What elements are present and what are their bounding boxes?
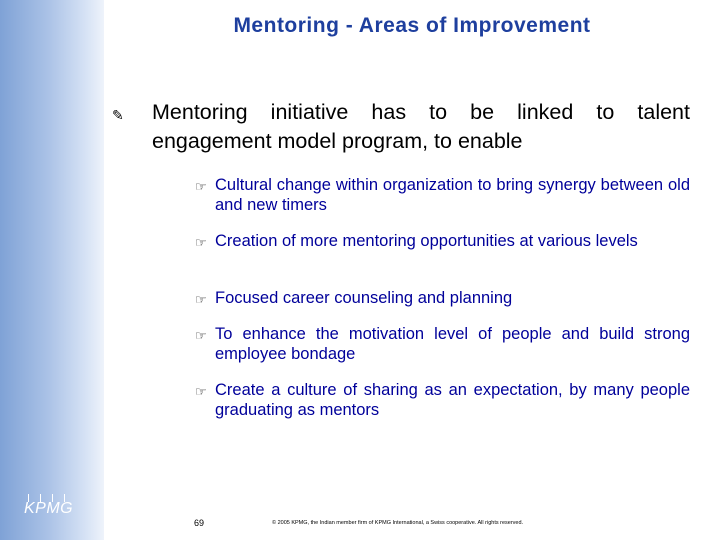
sub-bullet-5 xyxy=(195,380,690,420)
sub-bullet-text: Focused career counseling and planning xyxy=(215,289,513,307)
sub-bullet-text: To enhance the motivation level of people and build strong employee bondage xyxy=(215,325,690,363)
lead-bullet-text: Mentoring initiative has to be linked to talent engagement model program, to enable xyxy=(152,100,690,153)
sub-bullet-text: Cultural change within organization to bring synergy between old and new timers xyxy=(215,176,690,214)
sub-bullet-2 xyxy=(195,231,690,251)
sub-bullet-4 xyxy=(195,324,690,364)
pointing-hand-icon: ☞ xyxy=(195,235,207,250)
lead-bullet xyxy=(112,98,690,156)
page-number: 69 xyxy=(194,518,205,528)
sub-bullet-3 xyxy=(195,288,690,308)
side-gradient-panel xyxy=(0,0,104,540)
pointing-hand-icon: ☞ xyxy=(195,328,207,343)
slide-title: Mentoring - Areas of Improvement xyxy=(233,14,591,37)
sub-bullet-text: Create a culture of sharing as an expectation, by many people graduating as mentors xyxy=(215,381,690,419)
footer-copyright: © 2005 KPMG, the Indian member firm of KPMG International, a Swiss cooperative. All rights reserved. xyxy=(272,520,524,526)
sub-bullet-1 xyxy=(195,175,690,215)
pointing-hand-icon: ☞ xyxy=(195,384,207,399)
pen-hand-icon: ✎ xyxy=(112,107,124,123)
sub-bullet-text: Creation of more mentoring opportunities at various levels xyxy=(215,232,638,250)
pointing-hand-icon: ☞ xyxy=(195,292,207,307)
kpmg-logo xyxy=(22,494,82,524)
logo-text: KPMG xyxy=(24,500,74,517)
pointing-hand-icon: ☞ xyxy=(195,179,207,194)
